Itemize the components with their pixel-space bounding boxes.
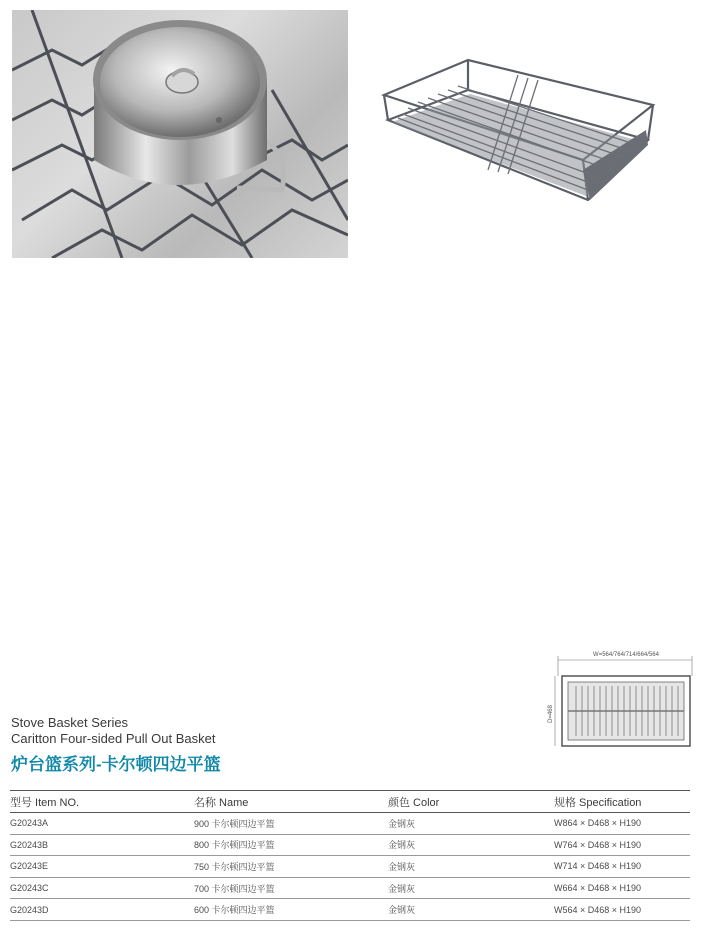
cell-name: 900 卡尔顿四边平篮	[194, 818, 275, 829]
table-row	[10, 899, 690, 921]
product-photo-pot	[12, 10, 348, 258]
cell-color: 金钢灰	[388, 883, 416, 894]
table-row	[10, 834, 690, 856]
cell-item-no: G20243B	[10, 839, 49, 850]
header-color: 颜色 Color	[388, 796, 440, 809]
table-row	[10, 813, 690, 835]
table-row	[10, 877, 690, 899]
header-name: 名称 Name	[194, 796, 249, 809]
dimension-drawing	[546, 646, 696, 750]
table-row	[10, 856, 690, 878]
cell-specification: W664 × D468 × H190	[554, 883, 642, 894]
cell-color: 金钢灰	[388, 905, 416, 916]
cell-color: 金钢灰	[388, 861, 416, 872]
cell-specification: W764 × D468 × H190	[554, 839, 642, 850]
technical-drawing	[546, 646, 696, 750]
cell-specification: W564 × D468 × H190	[554, 904, 642, 915]
cell-item-no: G20243C	[10, 883, 49, 894]
pot-rack-illustration	[12, 10, 348, 258]
product-title-zh: 炉台篮系列-卡尔顿四边平篮	[11, 755, 221, 774]
cell-specification: W864 × D468 × H190	[554, 818, 642, 829]
depth-dimension-label: D=468	[548, 705, 554, 723]
cell-name: 700 卡尔顿四边平篮	[194, 883, 275, 894]
cell-color: 金钢灰	[388, 818, 416, 829]
basket-illustration	[378, 50, 668, 230]
cell-color: 金钢灰	[388, 840, 416, 851]
width-dimension-label: W=564/764/714/664/564	[593, 652, 659, 658]
cell-name: 750 卡尔顿四边平篮	[194, 861, 275, 872]
series-title-en: Stove Basket Series	[11, 715, 129, 730]
cell-item-no: G20243D	[10, 904, 49, 915]
product-title-en: Caritton Four-sided Pull Out Basket	[11, 731, 216, 746]
header-item-no: 型号 Item NO.	[10, 796, 80, 809]
table-header-row	[10, 791, 690, 813]
spec-table	[10, 790, 690, 921]
cell-item-no: G20243E	[10, 861, 49, 872]
cell-name: 800 卡尔顿四边平篮	[194, 840, 275, 851]
cell-name: 600 卡尔顿四边平篮	[194, 905, 275, 916]
cell-specification: W714 × D468 × H190	[554, 861, 642, 872]
header-specification: 规格 Specification	[554, 796, 642, 809]
product-photo-basket	[378, 50, 668, 230]
cell-item-no: G20243A	[10, 818, 49, 829]
